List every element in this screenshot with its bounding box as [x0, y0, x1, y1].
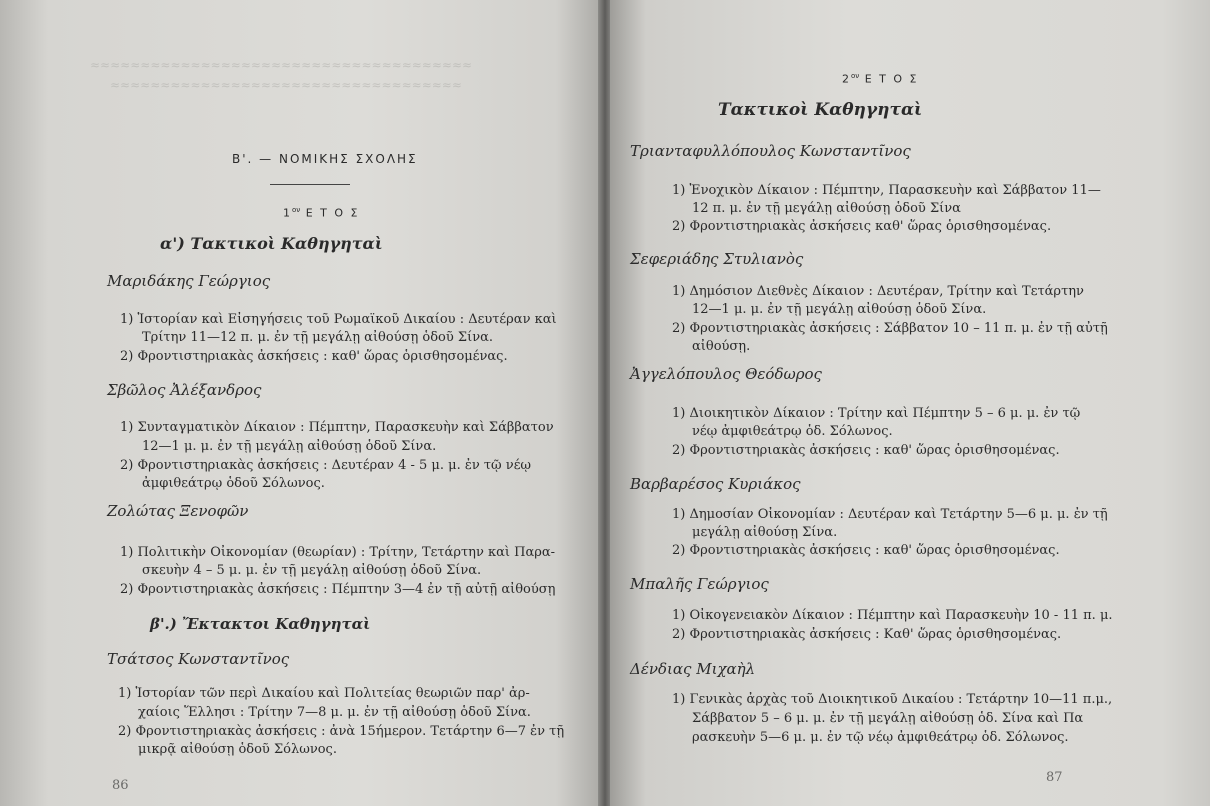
left-page	[0, 0, 604, 806]
year-heading: $2^{o\nu}$ Ε Τ Ο Σ	[842, 72, 919, 86]
course-item-cont: χαίοις Ἕλλησι : Τρίτην 7—8 μ. μ. ἐν τῇ αἰθούσῃ ὁδοῦ Σίνα.	[138, 705, 531, 720]
professor-name: Βαρβαρέσος Κυριάκος	[630, 475, 801, 493]
school-heading: Β'. — ΝΟΜΙΚΗΣ ΣΧΟΛΗΣ	[232, 152, 418, 166]
course-item: 2) Φροντιστηριακὰς ἀσκήσεις : Σάββατον 10 – 11 π. μ. ἐν τῇ αὐτῇ	[672, 321, 1108, 336]
right-page	[610, 0, 1210, 806]
course-item: 2) Φροντιστηριακὰς ἀσκήσεις : Καθ' ὥρας ὁρισθησομένας.	[672, 627, 1062, 642]
course-item: 2) Φροντιστηριακὰς ἀσκήσεις : Πέμπτην 3—4 ἐν τῇ αὐτῇ αἰθούσῃ	[120, 582, 556, 597]
course-item-cont: ρασκευὴν 5—6 μ. μ. ἐν τῷ νέῳ ἀμφιθεάτρῳ ὁδ. Σόλωνος.	[692, 730, 1069, 745]
professor-name: Μπαλῆς Γεώργιος	[630, 575, 769, 593]
professor-name: Ζολώτας Ξενοφῶν	[107, 502, 249, 520]
course-item: 2) Φροντιστηριακὰς ἀσκήσεις : καθ' ὥρας ὁρισθησομένας.	[672, 543, 1060, 558]
course-item-cont: μικρᾷ αἰθούσῃ ὁδοῦ Σόλωνος.	[138, 742, 337, 757]
course-item: 1) Ἱστορίαν καὶ Εἰσηγήσεις τοῦ Ρωμαϊκοῦ Δικαίου : Δευτέραν καὶ	[120, 312, 557, 327]
course-item: 1) Συνταγματικὸν Δίκαιον : Πέμπτην, Παρασκευὴν καὶ Σάββατον	[120, 420, 554, 435]
professor-name: Σβῶλος Ἀλέξανδρος	[107, 381, 262, 399]
professor-name: Μαριδάκης Γεώργιος	[107, 272, 271, 290]
divider	[270, 184, 350, 185]
professor-name: Σεφεριάδης Στυλιανὸς	[630, 250, 804, 268]
year-heading: $1^{o\nu}$ Ε Τ Ο Σ	[283, 206, 360, 220]
course-item: 1) Δημόσιον Διεθνὲς Δίκαιον : Δευτέραν, Τρίτην καὶ Τετάρτην	[672, 284, 1084, 299]
course-item: 1) Ἐνοχικὸν Δίκαιον : Πέμπτην, Παρασκευὴν καὶ Σάββατον 11—	[672, 183, 1101, 198]
course-item: 1) Ἱστορίαν τῶν περὶ Δικαίου καὶ Πολιτείας θεωριῶν παρ' ἀρ-	[118, 686, 530, 701]
course-item-cont: 12—1 μ. μ. ἐν τῇ μεγάλῃ αἰθούσῃ ὁδοῦ Σίνα.	[692, 302, 987, 317]
bleed-through-text: ≈≈≈≈≈≈≈≈≈≈≈≈≈≈≈≈≈≈≈≈≈≈≈≈≈≈≈≈≈≈≈≈≈≈≈	[110, 78, 462, 92]
section-heading-regular: Τακτικοὶ Καθηγηταὶ	[718, 100, 923, 120]
course-item-cont: νέῳ ἀμφιθεάτρῳ ὁδ. Σόλωνος.	[692, 424, 893, 439]
professor-name: Τριανταφυλλόπουλος Κωνσταντῖνος	[630, 142, 911, 160]
course-item-cont: σκευὴν 4 – 5 μ. μ. ἐν τῇ μεγάλῃ αἰθούσῃ ὁδοῦ Σίνα.	[142, 563, 482, 578]
course-item: 2) Φροντιστηριακὰς ἀσκήσεις : Δευτέραν 4 - 5 μ. μ. ἐν τῷ νέῳ	[120, 458, 532, 473]
course-item: 2) Φροντιστηριακὰς ἀσκήσεις : καθ' ὥρας ὁρισθησομένας.	[672, 443, 1060, 458]
course-item-cont: ἀμφιθεάτρῳ ὁδοῦ Σόλωνος.	[142, 476, 325, 491]
course-item: 1) Δημοσίαν Οἰκονομίαν : Δευτέραν καὶ Τετάρτην 5—6 μ. μ. ἐν τῇ	[672, 507, 1108, 522]
course-item-cont: αἰθούσῃ.	[692, 339, 751, 354]
course-item: 2) Φροντιστηριακὰς ἀσκήσεις : καθ' ὥρας ὁρισθησομένας.	[120, 349, 508, 364]
course-item-cont: 12—1 μ. μ. ἐν τῇ μεγάλῃ αἰθούσῃ ὁδοῦ Σίνα.	[142, 439, 437, 454]
professor-name: Ἀγγελόπουλος Θεόδωρος	[630, 365, 822, 383]
page-number: 86	[112, 778, 129, 793]
course-item-cont: 12 π. μ. ἐν τῇ μεγάλῃ αἰθούσῃ ὁδοῦ Σίνα	[692, 201, 961, 216]
course-item-cont: Σάββατον 5 – 6 μ. μ. ἐν τῇ μεγάλῃ αἰθούσῃ ὁδ. Σίνα καὶ Πα	[692, 711, 1084, 726]
section-heading-regular: α') Τακτικοὶ Καθηγηταὶ	[160, 234, 383, 253]
course-item: 1) Διοικητικὸν Δίκαιον : Τρίτην καὶ Πέμπτην 5 – 6 μ. μ. ἐν τῷ	[672, 406, 1081, 421]
course-item-cont: Τρίτην 11—12 π. μ. ἐν τῇ μεγάλῃ αἰθούσῃ ὁδοῦ Σίνα.	[142, 330, 494, 345]
bleed-through-text: ≈≈≈≈≈≈≈≈≈≈≈≈≈≈≈≈≈≈≈≈≈≈≈≈≈≈≈≈≈≈≈≈≈≈≈≈≈≈	[90, 58, 473, 72]
course-item: 1) Οἰκογενειακὸν Δίκαιον : Πέμπτην καὶ Παρασκευὴν 10 - 11 π. μ.	[672, 608, 1113, 623]
course-item: 2) Φροντιστηριακὰς ἀσκήσεις καθ' ὥρας ὁρισθησομένας.	[672, 219, 1052, 234]
course-item: 1) Πολιτικὴν Οἰκονομίαν (θεωρίαν) : Τρίτην, Τετάρτην καὶ Παρα-	[120, 545, 556, 560]
course-item: 2) Φροντιστηριακὰς ἀσκήσεις : ἀνὰ 15ήμερον. Τετάρτην 6—7 ἐν τῇ	[118, 724, 565, 739]
professor-name: Τσάτσος Κωνσταντῖνος	[107, 650, 290, 668]
page-number: 87	[1046, 770, 1063, 785]
section-heading-extra: β'.) Ἔκτακτοι Καθηγηταὶ	[150, 615, 371, 633]
course-item: 1) Γενικὰς ἀρχὰς τοῦ Διοικητικοῦ Δικαίου : Τετάρτην 10—11 π.μ.,	[672, 692, 1113, 707]
professor-name: Δένδιας Μιχαὴλ	[630, 660, 756, 678]
course-item-cont: μεγάλῃ αἰθούσῃ Σίνα.	[692, 525, 838, 540]
